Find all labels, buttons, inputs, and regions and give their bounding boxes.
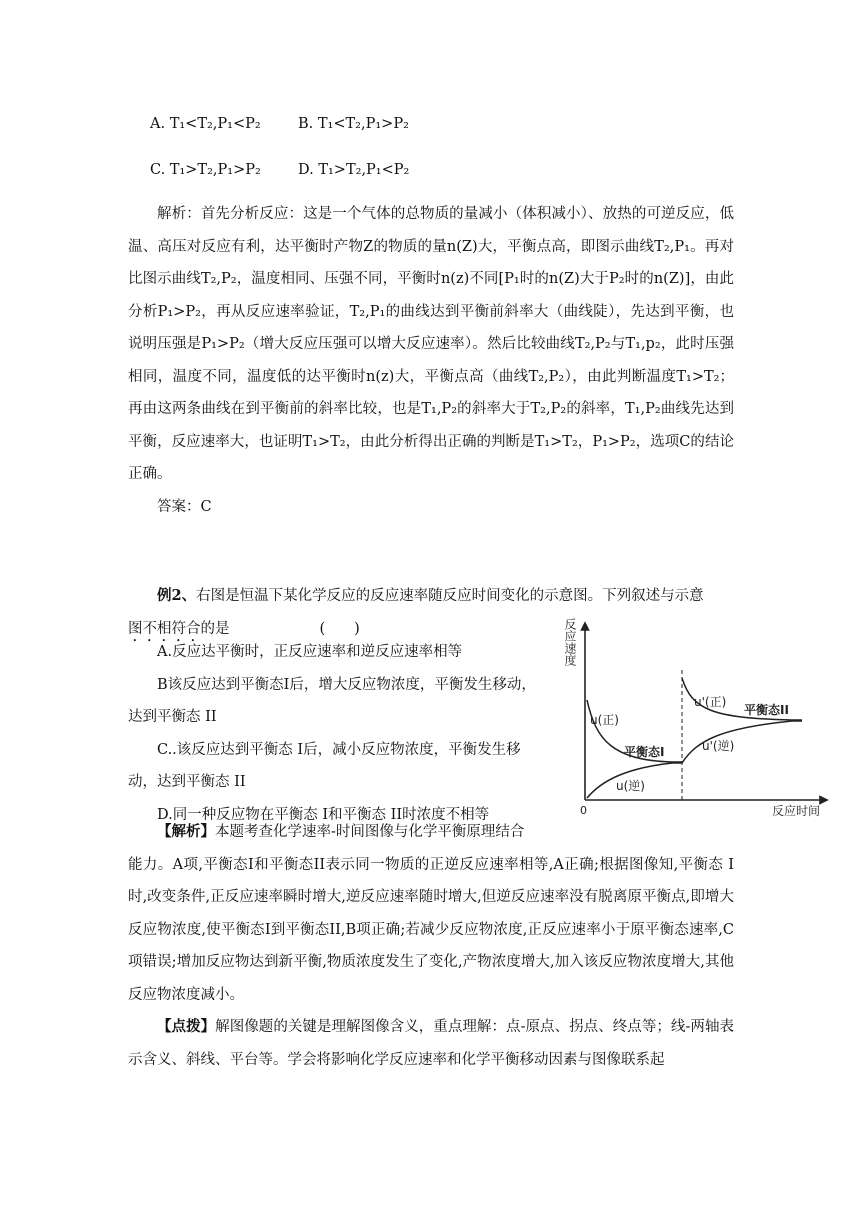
x-axis-label: 反应时间 — [772, 804, 821, 818]
rate-time-diagram — [552, 610, 832, 828]
example-2-option-d: D.同一种反应物在平衡态 I和平衡态 II时浓度不相等 — [157, 806, 490, 823]
option-d: D. T₁>T₂,P₁<P₂ — [298, 162, 410, 178]
analysis-1-text: 解析：首先分析反应：这是一个气体的总物质的量减小（体积减小）、放热的可逆反应，低温、高压对反应有利，达平衡时产物Z的物质的量n(Z)大，平衡点高，即图示曲线T₂,P₁。再对比图示曲线T₂,P₂，温度相同、压强不同，平衡时n(z)不同[P₁时的n(Z)大于P₂时的n(Z)]，由此分析P₁>P₂，再从反应速率验证，T₂,P₁的曲线达到平衡前斜率大（曲线陡），先达到平衡，也说明压强是P₁>P₂（增大反应压强可以增大反应速率）。然后比较曲线T₂,P₂与T₁,p₂，此时压强相同，温度不同，温度低的达平衡时n(z)大，平衡点高（曲线T₂,P₂），由此判断温度T₁>T₂；再由这两条曲线在到平衡前的斜率比较，也是T₁,P₂的斜率大于T₂,P₂的斜率，T₁,P₂曲线先达到平衡，反应速率大，也证明T₁>T₂，由此分析得出正确的判断是T₁>T₂，P₁>P₂，选项C的结论正确。 — [128, 206, 734, 482]
analysis-1 — [128, 198, 734, 523]
example-2-option-b2: 达到平衡态 II — [128, 709, 217, 725]
example-2-option-c1: C..该反应达到平衡态 I后，减小反应物浓度，平衡发生移 — [157, 741, 521, 758]
option-a: A. T₁<T₂,P₁<P₂ — [150, 116, 261, 132]
tip-head: 【点拨】 — [157, 1018, 216, 1035]
example-2-stem-rest: 的是 — [200, 620, 230, 637]
example-2-option-b1: B该反应达到平衡态I后，增大反应物浓度，平衡发生移动， — [157, 676, 536, 693]
analysis-2-body: 能力。A项,平衡态I和平衡态II表示同一物质的正逆反应速率相等,A正确;根据图像知,平衡态 I 时,改变条件,正反应速率瞬时增大,逆反应速率随时增大,但逆反应速率没有脱离原平衡点,即增大反应物浓度,使平衡态I到平衡态II,B项正确;若减少反应物浓度,正反应速率小于原平衡态速率,C项错误;增加反应物达到新平衡,物质浓度发生了变化,产物浓度增大,加入该反应物浓度增大,其他反应物浓度减小。 — [128, 856, 734, 1003]
tip-text: 解图像题的关键是理解图像含义，重点理解：点-原点、拐点、终点等；线-两轴表示含义、斜线、平台等。学会将影响化学反应速率和化学平衡移动因素与图像联系起 — [128, 1019, 735, 1068]
example-2-option-c2: 动，达到平衡态 II — [128, 774, 246, 790]
reverse-rate-curve-2 — [682, 721, 802, 763]
reverse-rate-label: u(逆) — [616, 779, 645, 793]
answer-bracket: ( ) — [319, 620, 360, 637]
origin-label: 0 — [580, 804, 587, 817]
state-1-label: 平衡态I — [624, 745, 665, 759]
example-2-option-a: A.反应达平衡时，正反应速率和逆反应速率相等 — [157, 644, 463, 660]
answer-1: 答案：C — [157, 498, 212, 515]
y-axis-label: 反应速度 — [563, 618, 577, 666]
analysis-2-line1: 本题考查化学速率-时间图像与化学平衡原理结合 — [215, 824, 525, 840]
reverse-rate-2-label: u'(逆) — [702, 739, 735, 753]
example-2-dotted-text: 图不相符合 — [128, 620, 201, 637]
state-2-label: 平衡态II — [744, 703, 789, 717]
forward-rate-2-label: u'(正) — [694, 695, 727, 709]
option-c: C. T₁>T₂,P₁>P₂ — [150, 162, 261, 178]
example-2-label: 例2、 — [157, 587, 197, 604]
forward-rate-label: u(正) — [590, 713, 619, 727]
example-2-options — [128, 636, 558, 831]
option-b: B. T₁<T₂,P₁>P₂ — [298, 116, 409, 132]
analysis-2 — [128, 816, 734, 1076]
example-2-stem-text: 右图是恒温下某化学反应的反应速率随反应时间变化的示意图。下列叙述与示意 — [196, 588, 704, 604]
analysis-2-head: 【解析】 — [157, 823, 215, 840]
